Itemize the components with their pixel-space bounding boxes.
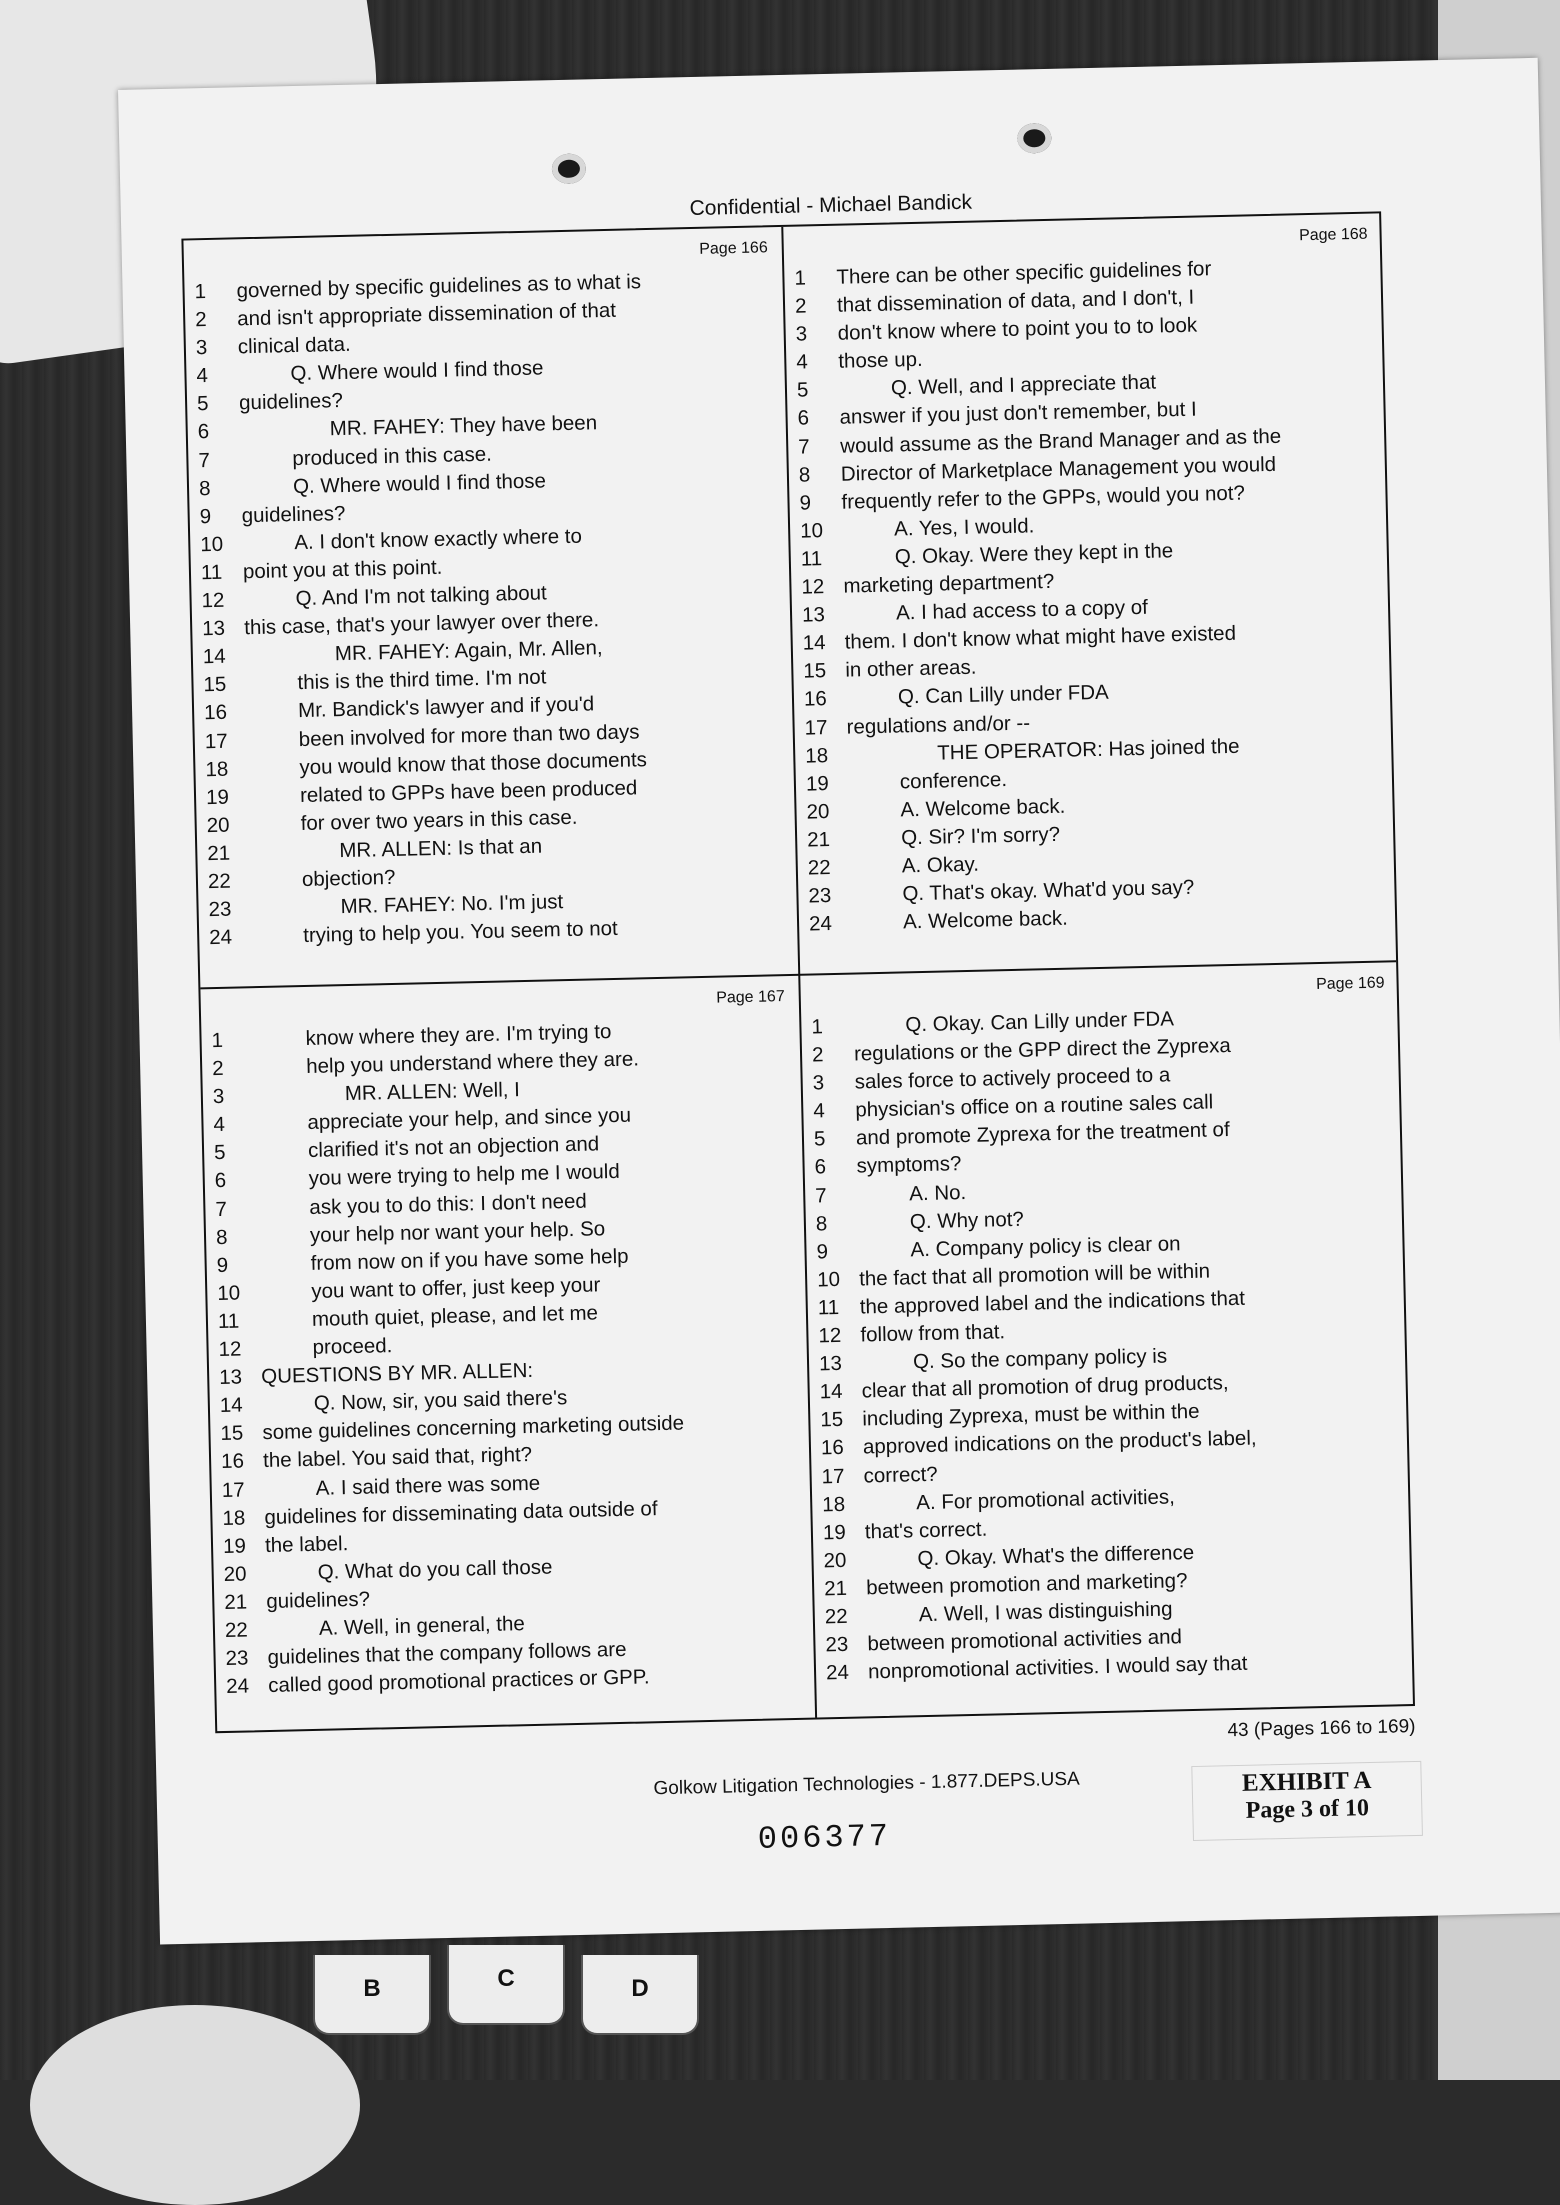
line-text: them. I don't know what might have existed [844, 621, 1237, 654]
line-text: governed by specific guidelines as to what is [236, 270, 642, 303]
line-text: this case, that's your lawyer over there. [243, 608, 600, 640]
line-number: 20 [223, 1562, 247, 1586]
line-number: 20 [823, 1548, 847, 1573]
exhibit-label [1191, 1761, 1423, 1841]
line-text: Q. Okay. Were they kept in the [894, 539, 1174, 569]
line-number: 5 [796, 378, 809, 403]
line-text: A. Well, I was distinguishing [918, 1597, 1173, 1627]
line-text: Mr. Bandick's lawyer and if you'd [297, 692, 595, 723]
line-number: 19 [205, 785, 230, 809]
line-number: 20 [206, 813, 230, 837]
page-range: 43 (Pages 166 to 169) [1227, 1715, 1416, 1742]
transcript-quadrant [800, 962, 1415, 1722]
exhibit-page: Page 3 of 10 [1245, 1795, 1370, 1824]
line-text: guidelines that the company follows are [267, 1637, 627, 1670]
line-text: A. I had access to a copy of [895, 595, 1149, 625]
line-text: Q. Sir? I'm sorry? [900, 822, 1061, 850]
line-number: 24 [825, 1660, 850, 1685]
line-text: for over two years in this case. [300, 805, 578, 835]
line-text: physician's office on a routine sales call [855, 1090, 1214, 1122]
line-text: Q. Why not? [909, 1207, 1025, 1233]
transcript-quadrant [183, 227, 798, 987]
line-number: 4 [213, 1113, 226, 1137]
line-number: 11 [800, 547, 823, 571]
line-text: Q. Where would I find those [292, 469, 547, 498]
line-number: 13 [818, 1352, 843, 1376]
line-number: 5 [196, 392, 209, 416]
line-number: 4 [196, 364, 209, 388]
line-text: MR. ALLEN: Well, I [344, 1078, 521, 1106]
line-text: been involved for more than two days [298, 719, 640, 751]
line-number: 13 [201, 616, 226, 641]
transcript-page-number: Page 168 [1298, 225, 1368, 245]
line-text: Q. Well, and I appreciate that [890, 370, 1157, 400]
line-number: 9 [199, 504, 212, 529]
line-text: A. Welcome back. [902, 906, 1069, 934]
line-number: 19 [822, 1520, 846, 1545]
line-number: 1 [794, 266, 807, 290]
line-number: 8 [198, 476, 211, 500]
line-text: A. Well, in general, the [318, 1612, 526, 1640]
line-number: 18 [222, 1506, 246, 1530]
line-number: 2 [194, 308, 207, 332]
line-number: 9 [799, 491, 812, 515]
line-number: 17 [821, 1464, 845, 1488]
line-text: Q. And I'm not talking about [295, 581, 548, 611]
line-text: Q. That's okay. What'd you say? [902, 875, 1195, 906]
line-text: A. Yes, I would. [893, 514, 1035, 541]
line-number: 10 [799, 518, 824, 543]
line-text: A. Welcome back. [900, 794, 1066, 822]
line-number: 3 [195, 336, 208, 360]
line-number: 22 [224, 1618, 249, 1642]
transcript-lines [194, 267, 790, 977]
footer-company: Golkow Litigation Technologies - 1.877.DEPS.USA [653, 1768, 1080, 1800]
line-text: A. Company policy is clear on [910, 1231, 1181, 1262]
line-text: symptoms? [856, 1152, 962, 1178]
line-text: A. For promotional activities, [915, 1484, 1176, 1514]
line-number: 7 [215, 1197, 228, 1221]
line-number: 3 [812, 1071, 825, 1095]
line-text: approved indications on the product's label, [862, 1426, 1257, 1459]
line-number: 18 [822, 1492, 846, 1516]
line-number: 22 [824, 1604, 848, 1629]
line-number: 20 [806, 799, 830, 824]
line-text: would assume as the Brand Manager and as the [839, 424, 1282, 458]
line-number: 16 [803, 687, 828, 711]
line-number: 24 [225, 1674, 250, 1699]
line-number: 12 [818, 1323, 842, 1348]
line-text: appreciate your help, and since you [307, 1103, 632, 1135]
line-number: 13 [801, 603, 826, 627]
line-text: including Zyprexa, must be within the [862, 1400, 1200, 1431]
line-text: A. I said there was some [315, 1471, 541, 1500]
line-text: called good promotional practices or GPP. [267, 1665, 650, 1698]
line-number: 2 [211, 1056, 224, 1081]
transcript-lines [794, 254, 1390, 964]
line-text: in other areas. [845, 655, 977, 682]
line-number: 11 [817, 1295, 840, 1320]
line-number: 14 [819, 1380, 843, 1404]
line-text: Q. Can Lilly under FDA [897, 681, 1109, 709]
line-text: trying to help you. You seem to not [302, 917, 618, 948]
line-text: produced in this case. [292, 442, 493, 470]
line-text: Q. Okay. What's the difference [917, 1540, 1195, 1571]
transcript-quadrant [200, 976, 815, 1736]
line-text: you would know that those documents [299, 747, 648, 779]
line-text: the label. [264, 1531, 349, 1557]
line-text: your help nor want your help. So [309, 1216, 606, 1247]
line-text: those up. [838, 348, 923, 374]
line-number: 24 [808, 912, 833, 936]
line-number: 6 [214, 1169, 227, 1193]
line-text: nonpromotional activities. I would say that [867, 1651, 1248, 1684]
line-number: 19 [222, 1534, 247, 1558]
punch-hole [1017, 123, 1052, 154]
line-number: 21 [823, 1576, 848, 1601]
line-text: Q. Where would I find those [290, 356, 544, 386]
line-text: Q. So the company policy is [912, 1344, 1168, 1374]
line-number: 7 [815, 1183, 827, 1208]
line-number: 17 [221, 1477, 245, 1502]
line-number: 12 [201, 588, 225, 613]
line-number: 21 [224, 1590, 248, 1614]
line-text: related to GPPs have been produced [299, 776, 638, 807]
line-number: 16 [820, 1436, 845, 1460]
line-number: 8 [815, 1211, 828, 1236]
transcript-lines [211, 1016, 807, 1726]
line-number: 10 [200, 532, 224, 557]
line-number: 10 [816, 1267, 841, 1292]
line-text: the fact that all promotion will be within [858, 1259, 1211, 1291]
line-text: Q. Now, sir, you said there's [313, 1386, 568, 1416]
line-number: 23 [808, 884, 832, 908]
line-number: 19 [805, 771, 829, 796]
exhibit-title: EXHIBIT A [1241, 1767, 1372, 1797]
line-number: 9 [216, 1253, 229, 1277]
line-text: proceed. [312, 1334, 393, 1359]
line-text: Director of Marketplace Management you would [840, 452, 1277, 486]
line-text: point you at this point. [242, 555, 443, 584]
line-number: 23 [208, 897, 232, 922]
line-text: frequently refer to the GPPs, would you not? [841, 481, 1246, 514]
line-text: regulations or the GPP direct the Zyprexa [853, 1034, 1232, 1066]
line-number: 11 [217, 1309, 240, 1333]
line-text: MR. FAHEY: No. I'm just [340, 890, 564, 919]
line-number: 22 [807, 856, 831, 880]
line-number: 7 [798, 434, 810, 459]
line-text: don't know where to point you to to look [837, 313, 1198, 345]
line-number: 17 [204, 729, 228, 753]
bates-number: 006377 [757, 1817, 892, 1858]
line-text: THE OPERATOR: Has joined the [936, 734, 1240, 765]
line-text: marketing department? [843, 569, 1055, 598]
line-text: A. No. [908, 1180, 967, 1205]
line-text: guidelines? [238, 389, 344, 415]
line-text: and isn't appropriate dissemination of that [236, 298, 617, 331]
line-number: 16 [220, 1449, 245, 1474]
line-number: 8 [215, 1225, 228, 1249]
line-number: 3 [795, 322, 808, 346]
line-number: 4 [813, 1099, 826, 1123]
line-text: some guidelines concerning marketing outside [262, 1411, 685, 1445]
line-text: A. Okay. [901, 852, 980, 878]
line-number: 22 [207, 869, 232, 894]
line-text: MR. FAHEY: Again, Mr. Allen, [334, 636, 603, 666]
line-number: 1 [194, 280, 207, 304]
transcript-quadrant [783, 213, 1398, 973]
transcript-grid [181, 211, 1415, 1733]
line-number: 8 [798, 463, 811, 487]
line-number: 3 [212, 1085, 225, 1109]
line-number: 15 [203, 673, 227, 697]
line-text: A. I don't know exactly where to [294, 524, 583, 554]
line-number: 5 [813, 1127, 826, 1151]
line-text: mouth quiet, please, and let me [311, 1301, 599, 1331]
line-number: 1 [811, 1015, 824, 1039]
line-number: 13 [218, 1365, 243, 1390]
line-number: 4 [796, 350, 809, 374]
line-number: 6 [197, 420, 210, 444]
line-text: sales force to actively proceed to a [854, 1063, 1171, 1094]
line-text: from now on if you have some help [310, 1244, 629, 1275]
line-text: Q. What do you call those [317, 1555, 553, 1584]
line-number: 24 [208, 925, 233, 950]
line-number: 16 [203, 701, 228, 725]
line-text: clear that all promotion of drug products, [861, 1371, 1229, 1403]
line-number: 2 [794, 294, 807, 318]
line-number: 18 [205, 757, 229, 781]
line-text: Q. Okay. Can Lilly under FDA [905, 1007, 1175, 1037]
line-number: 14 [202, 644, 226, 669]
line-text: follow from that. [860, 1320, 1006, 1347]
line-number: 14 [219, 1393, 243, 1418]
transcript-page-number: Page 167 [716, 988, 785, 1007]
overlapping-object-bottom [30, 2005, 360, 2205]
transcript-page [118, 58, 1560, 1945]
line-text: QUESTIONS BY MR. ALLEN: [260, 1359, 534, 1389]
line-text: help you understand where they are. [305, 1047, 640, 1079]
line-number: 11 [200, 560, 223, 585]
line-text: correct? [863, 1462, 938, 1487]
line-text: the label. You said that, right? [262, 1443, 533, 1473]
line-number: 2 [811, 1043, 824, 1067]
line-text: that dissemination of data, and I don't, I [836, 285, 1195, 317]
divider-tab-b[interactable]: B [313, 1955, 431, 2035]
line-text: the approved label and the indications that [859, 1286, 1246, 1319]
line-number: 12 [801, 575, 825, 599]
line-text: clarified it's not an objection and [307, 1132, 600, 1163]
page-header: Confidential - Michael Bandick [689, 190, 973, 221]
line-text: this is the third time. I'm not [297, 665, 547, 695]
line-text: There can be other specific guidelines for [836, 257, 1212, 289]
line-text: you were trying to help me I would [308, 1160, 621, 1191]
line-number: 12 [218, 1337, 242, 1362]
line-text: guidelines? [241, 501, 346, 528]
line-number: 18 [805, 743, 829, 768]
line-number: 10 [217, 1281, 241, 1305]
line-number: 5 [213, 1141, 226, 1165]
line-number: 21 [207, 841, 231, 866]
line-number: 23 [825, 1632, 849, 1657]
line-number: 15 [220, 1421, 244, 1446]
line-text: know where they are. I'm trying to [305, 1020, 612, 1050]
line-text: clinical data. [237, 332, 351, 359]
divider-tab-c[interactable]: C [447, 1945, 565, 2025]
line-number: 17 [804, 715, 828, 740]
divider-tab-d[interactable]: D [581, 1955, 699, 2035]
line-text: regulations and/or -- [846, 710, 1031, 739]
line-text: answer if you just don't remember, but I [839, 398, 1197, 430]
line-number: 6 [814, 1155, 827, 1179]
line-number: 21 [806, 827, 831, 852]
transcript-lines [811, 1002, 1407, 1712]
line-text: that's correct. [864, 1517, 988, 1544]
line-text: MR. FAHEY: They have been [329, 411, 598, 441]
line-text: you want to offer, just keep your [311, 1273, 601, 1303]
line-number: 1 [211, 1028, 224, 1053]
line-text: conference. [899, 767, 1008, 794]
punch-hole [552, 153, 587, 184]
line-number: 15 [820, 1408, 844, 1432]
line-number: 23 [225, 1646, 249, 1671]
line-text: ask you to do this: I don't need [309, 1189, 588, 1219]
line-number: 6 [797, 406, 810, 431]
line-text: guidelines for disseminating data outside of [264, 1496, 658, 1529]
line-text: objection? [301, 865, 396, 891]
transcript-page-number: Page 169 [1315, 974, 1385, 994]
line-text: guidelines? [266, 1587, 371, 1613]
line-text: and promote Zyprexa for the treatment of [855, 1118, 1230, 1150]
line-text: MR. ALLEN: Is that an [339, 834, 543, 863]
line-text: between promotion and marketing? [865, 1568, 1188, 1600]
line-number: 14 [802, 631, 826, 655]
line-number: 7 [198, 448, 211, 472]
line-number: 15 [803, 659, 827, 683]
transcript-page-number: Page 166 [699, 239, 768, 258]
line-number: 9 [816, 1239, 829, 1264]
line-text: between promotional activities and [867, 1625, 1183, 1656]
